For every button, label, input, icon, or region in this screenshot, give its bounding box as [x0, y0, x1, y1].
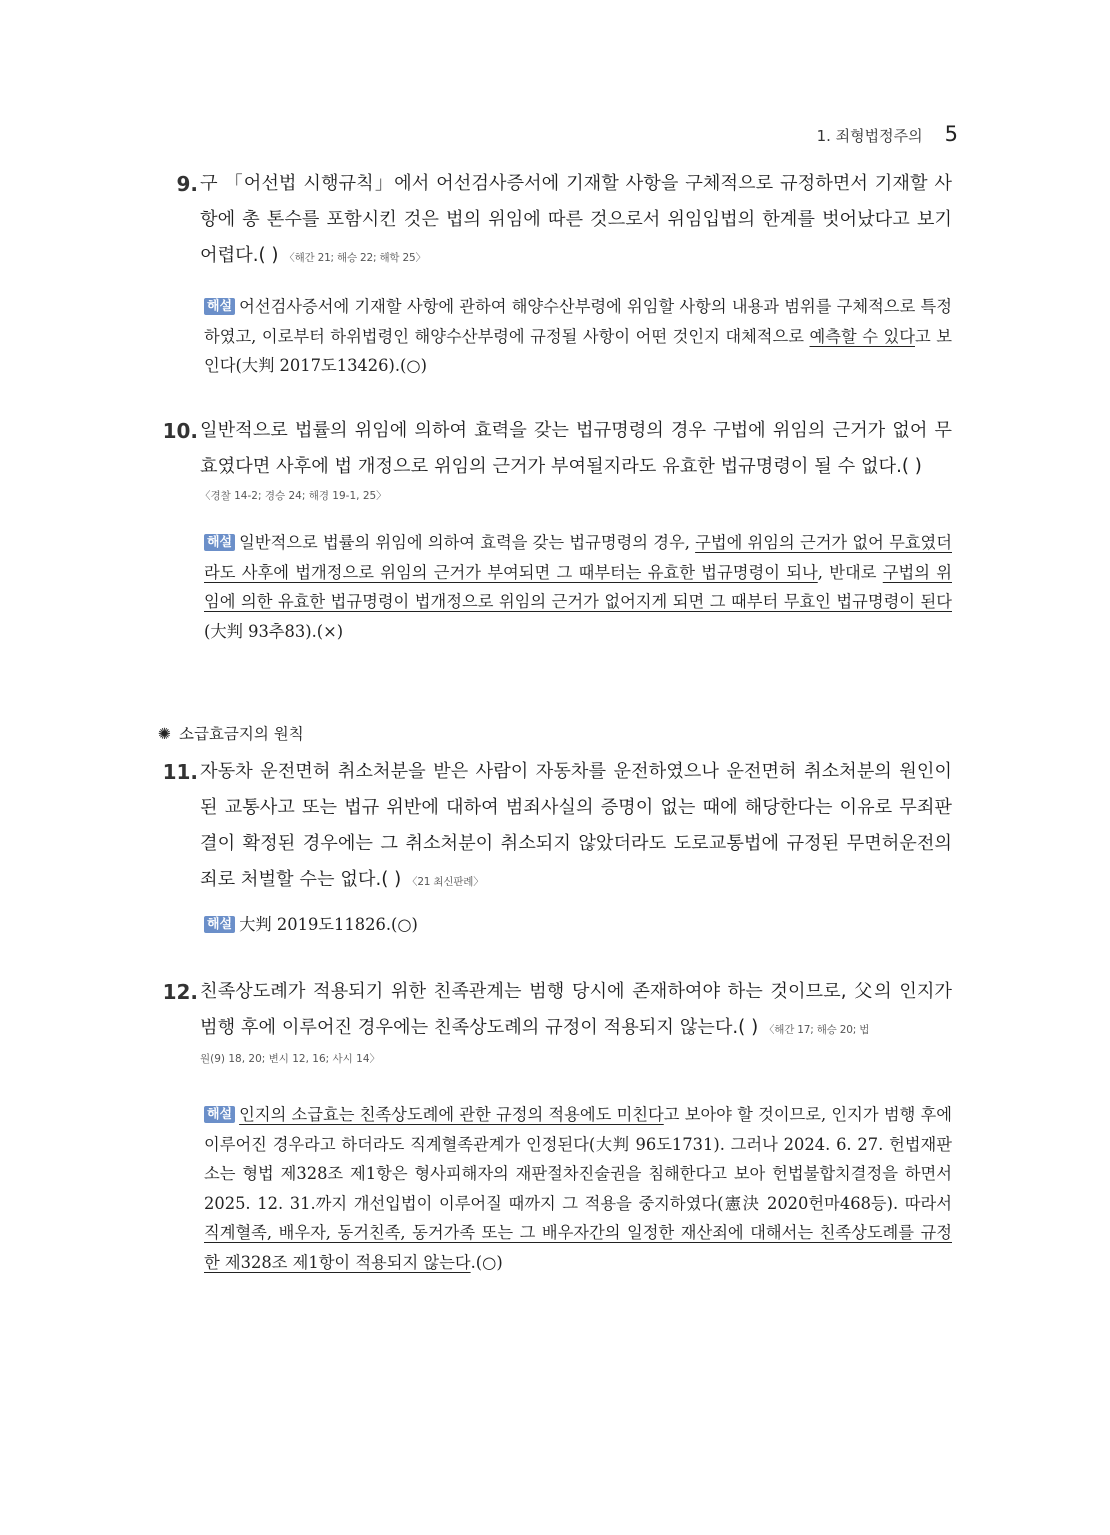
explanation-text: 어선검사증서에 기재할 사항에 관하여 해양수산부령에 위임할 사항의 내용과 범위를 구체적으로 특정하였고, 이로부터 하위법령인 해양수산부령에 규정될 사항이 어떤 것인지 대체적으로 — [204, 297, 952, 346]
question-body: 구 「어선법 시행규칙」에서 어선검사증서에 기재할 사항을 구체적으로 규정하면서 기재할 사항에 총 톤수를 포함시킨 것은 법의 위임에 따른 것으로서 위임입법의 한계를 벗어났다고 보기 어렵다.( ) — [200, 173, 952, 266]
explanation-10 — [204, 528, 952, 646]
underlined-text: 예측할 수 있다 — [809, 326, 915, 346]
exam-source-continued: 원(9) 18, 20; 변시 12, 16; 사시 14〉 — [200, 1053, 381, 1065]
exam-source: 〈해간 17; 해승 20; 법 — [763, 1024, 870, 1036]
running-header — [817, 122, 958, 146]
underlined-text: 구법에 위임의 근거가 없어 무효였더라도 사후에 법개정으로 위임의 근거가 부여되면 그 때부터는 유효한 법규명령이 되나 — [204, 533, 952, 582]
exam-source: 〈21 최신판례〉 — [407, 876, 484, 888]
question-number: 10. — [162, 419, 198, 443]
explanation-badge: 해설 — [204, 916, 235, 933]
heading-title: 소급효금지의 원칙 — [179, 725, 304, 743]
question-number: 12. — [162, 980, 198, 1004]
underlined-text: 인지의 소급효는 친족상도례에 관한 규정의 적용에도 미친다 — [239, 1105, 664, 1124]
explanation-text: 일반적으로 법률의 위임에 의하여 효력을 갖는 법규명령의 경우, — [239, 533, 696, 552]
section-title: 1. 죄형법정주의 — [816, 127, 923, 145]
explanation-text: 大判 2019도11826.(○) — [239, 915, 418, 934]
exam-source: 〈경찰 14-2; 경승 24; 해경 19-1, 25〉 — [200, 490, 387, 502]
explanation-badge: 해설 — [204, 298, 235, 315]
question-body: 자동차 운전면허 취소처분을 받은 사람이 자동차를 운전하였으나 운전면허 취소처분의 원인이 된 교통사고 또는 법규 위반에 대하여 범죄사실의 증명이 없는 때에 해당한다는 이유로 무죄판결이 확정된 경우에는 그 취소처분이 취소되지 않았더라도 도로교통법에 규정된 무면허운전의 죄로 처벌할 수는 없다.( ) — [200, 761, 952, 890]
explanation-text: .(○) — [470, 1252, 503, 1272]
explanation-text: , 반대로 — [817, 562, 883, 582]
explanation-text: 고 보아야 할 것이므로, 인지가 범행 후에 이루어진 경우라고 하더라도 직계혈족관계가 인정된다(大判 96도1731). 그러나 2024. 6. 27. 헌법재판소는 형법 제328조 제1항은 형사피해자의 재판절차진술권을 침해한다고 보아 헌법불합치결정을 하면서 2025. 12. 31.까지 개선입법이 이루어질 때까지 그 적용을 중지하였다(憲決 2020헌마468등). 따라서 — [204, 1105, 952, 1213]
explanation-badge: 해설 — [204, 1106, 235, 1123]
question-text — [200, 754, 952, 900]
explanation-badge: 해설 — [204, 534, 235, 551]
question-9 — [150, 166, 952, 276]
question-number: 9. — [176, 172, 198, 196]
page-number: 5 — [944, 122, 958, 146]
question-12 — [150, 974, 952, 1070]
star-icon: ✺ — [158, 725, 171, 743]
underlined-text: 직계혈족, 배우자, 동거친족, 동거가족 또는 그 배우자간의 일정한 재산죄에 대해서는 친족상도례를 규정한 제328조 제1항이 적용되지 않는다 — [204, 1223, 952, 1272]
question-text — [200, 974, 952, 1048]
section-heading — [158, 722, 304, 744]
exam-source: 〈해간 21; 해승 22; 해학 25〉 — [284, 252, 426, 264]
question-body: 친족상도례가 적용되기 위한 친족관계는 범행 당시에 존재하여야 하는 것이므로, 父의 인지가 범행 후에 이루어진 경우에는 친족상도례의 규정이 적용되지 않는다.( ) — [200, 981, 952, 1038]
question-text: 일반적으로 법률의 위임에 의하여 효력을 갖는 법규명령의 경우 구법에 위임의 근거가 없어 무효였다면 사후에 법 개정으로 위임의 근거가 부여될지라도 유효한 법규명령이 될 수 없다.( ) — [200, 420, 952, 477]
explanation-12 — [204, 1100, 952, 1277]
question-text — [200, 166, 952, 276]
explanation-11 — [204, 910, 952, 940]
question-10 — [150, 413, 952, 507]
question-number: 11. — [162, 760, 198, 784]
explanation-9 — [204, 292, 952, 381]
explanation-text: 고 보인다(大判 2017도13426).(○) — [204, 326, 952, 375]
underlined-text: 구법의 위임에 의한 유효한 법규명령이 법개정으로 위임의 근거가 없어지게 되면 그 때부터 무효인 법규명령이 된다 — [204, 562, 952, 611]
question-11 — [150, 754, 952, 900]
explanation-text: (大判 93추83).(×) — [204, 621, 344, 641]
